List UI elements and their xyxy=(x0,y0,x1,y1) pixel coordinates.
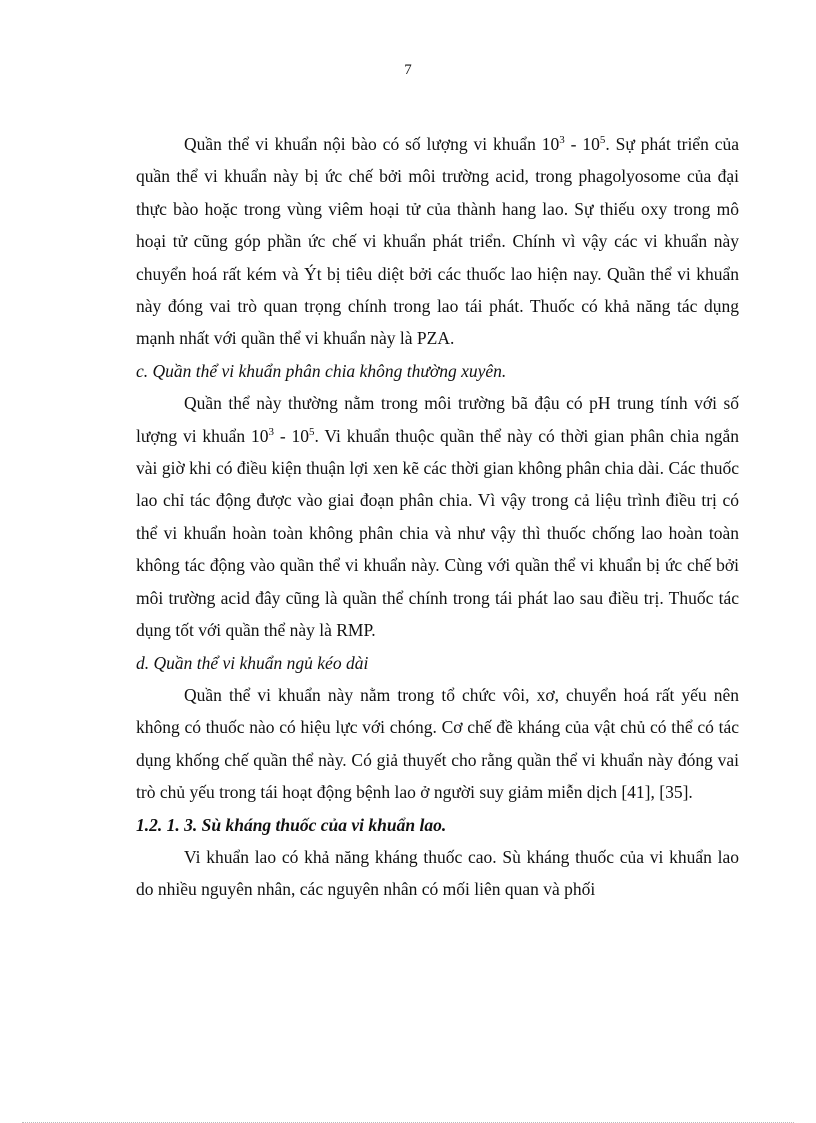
exponent: 3 xyxy=(559,134,565,147)
exponent: 5 xyxy=(309,425,315,438)
page-number: 7 xyxy=(404,62,412,78)
paragraph-text: . Sự phát triển của quần thể vi khuẩn này bị ức chế bởi môi trường acid, trong phagolyosome của đại thực bào hoặc trong vùng viêm hoại tử của thành hang lao. Sự thiếu oxy trong mô hoại tử cũng góp phần ức chế vi khuẩn phát triển. Chính vì vậy các vi khuẩn này chuyển hoá rất kém và Ýt bị tiêu diệt bởi các thuốc lao hiện nay. Quần thể vi khuẩn này đóng vai trò quan trọng chính trong lao tái phát. Thuốc có khả năng tác dụng mạnh nhất với quần thể vi khuẩn này là PZA. xyxy=(136,134,740,349)
paragraph-text: - 10 xyxy=(564,134,600,154)
paragraph-intermittent xyxy=(136,387,739,646)
subheading-c: c. Quần thể vi khuẩn phân chia không thường xuyên. xyxy=(136,360,507,381)
paragraph-text: Quần thể này thường nằm trong môi trường bã đậu có pH trung tính với số lượng vi khuẩn 10 xyxy=(136,393,739,446)
paragraph-text: . Vi khuẩn thuộc quần thể này có thời gian phân chia ngắn vài giờ khi có điều kiện thuận lợi xen kẽ các thời gian không phân chia dài. Các thuốc lao chỉ tác động được vào giai đoạn phân chia. Vì vậy trong cả liệu trình điều trị có thể vi khuẩn hoàn toàn không phân chia và như vậy thì thuốc chống lao hoàn toàn không tác động vào quần thể vi khuẩn này. Cùng với quần thể vi khuẩn bị ức chế bởi môi trường acid đây cũng là quần thể chính trong tái phát lao sau điều trị. Thuốc tác dụng tốt với quần thể này là RMP. xyxy=(136,425,740,641)
paragraph-text: Quần thể vi khuẩn nội bào có số lượng vi khuẩn 10 xyxy=(184,134,560,154)
section-title: 1.2. 1. 3. Sù kháng thuốc của vi khuẩn lao. xyxy=(136,814,447,835)
document-body xyxy=(136,128,739,906)
exponent: 3 xyxy=(268,425,275,438)
exponent: 5 xyxy=(599,134,606,147)
subheading-d: d. Quần thể vi khuẩn ngủ kéo dài xyxy=(136,652,369,673)
paragraph-resistance: Vi khuẩn lao có khả năng kháng thuốc cao. Sù kháng thuốc của vi khuẩn lao do nhiều nguyên nhân, các nguyên nhân có mối liên quan và phối xyxy=(136,846,739,900)
paragraph-intracellular xyxy=(136,128,739,355)
paragraph-text: - 10 xyxy=(274,425,310,446)
paragraph-dormant: Quần thể vi khuẩn này nằm trong tổ chức vôi, xơ, chuyển hoá rất yếu nên không có thuốc nào có hiệu lực với chóng. Cơ chế đề kháng của vật chủ có thể có tác dụng khống chế quần thể này. Có giả thuyết cho rằng quần thể vi khuẩn này đóng vai trò chủ yếu trong tái hoạt động bệnh lao ở người suy giảm miễn dịch [41], [35]. xyxy=(136,684,739,803)
